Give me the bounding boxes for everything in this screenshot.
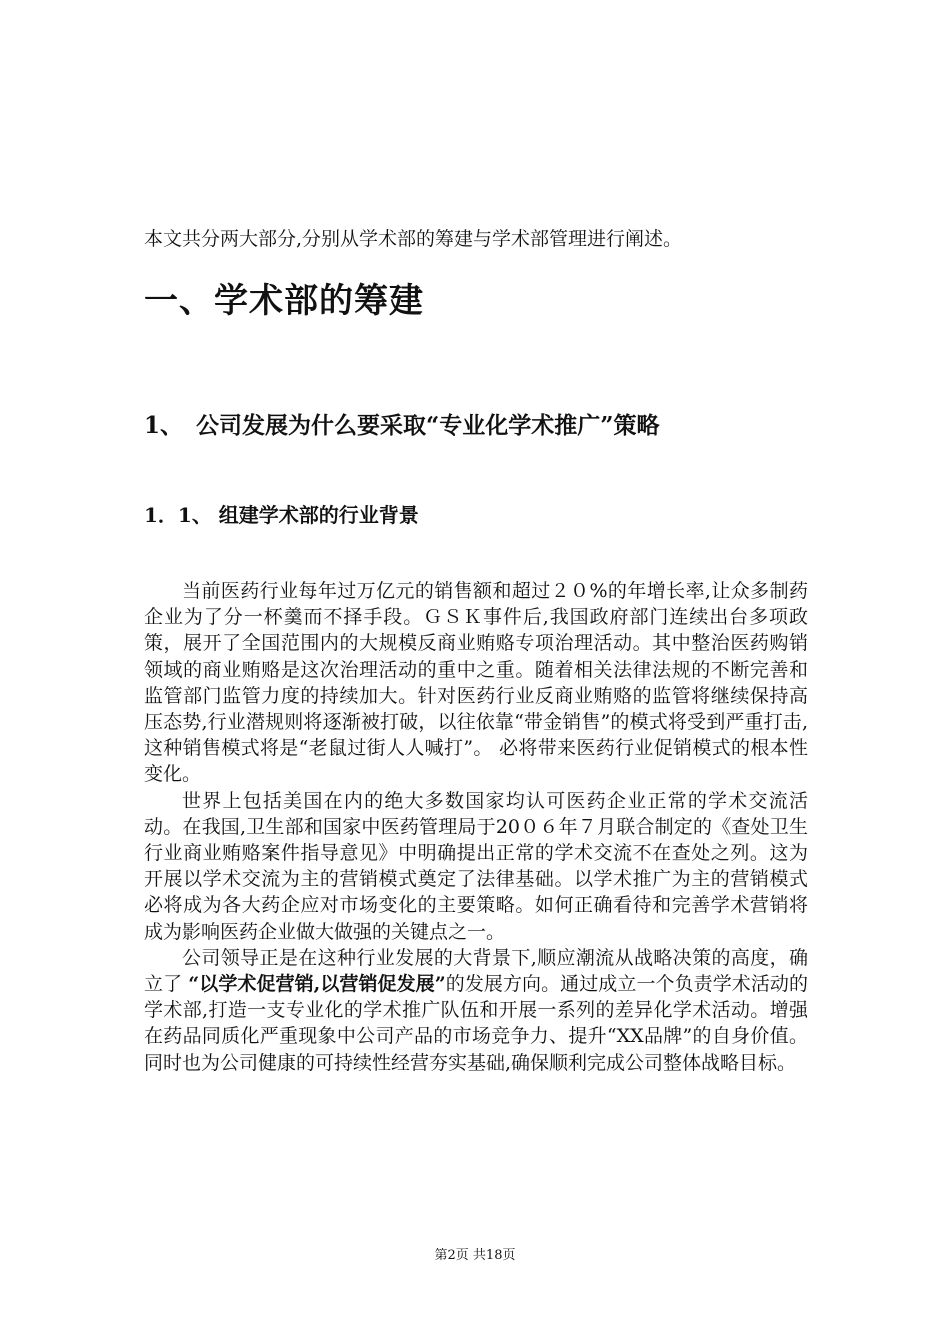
- strategy-text-part2: 的发展方向。通过成立一个负责学术活动的学术部,打造一支专业化的学术推广队伍和开展一系列的差异化学术活动。增强在药品同质化严重现象中公司产品的市场竞争力、提升“XX品牌”的自身价值。同时也为公司健康的可持续性经营夯实基础,确保顺利完成公司整体战略目标。: [144, 973, 808, 1074]
- paragraph-academic-exchange: 世界上包括美国在内的绝大多数国家均认可医药企业正常的学术交流活动。在我国,卫生部和国家中医药管理局于20０６年７月联合制定的《查处卫生行业商业贿赂案件指导意见》中明确提出正常的学术交流不在查处之列。这为开展以学术交流为主的营销模式奠定了法律基础。以学术推广为主的营销模式必将成为各大药企应对市场变化的主要策略。如何正确看待和完善学术营销将成为影响医药企业做大做强的关键点之一。: [144, 789, 808, 943]
- subsection-title: 公司发展为什么要采取“专业化学术推广”策略: [196, 412, 660, 439]
- paragraph-company-strategy: [144, 945, 808, 1076]
- section-heading: 一、学术部的筹建: [144, 281, 424, 321]
- body-text: [144, 578, 808, 1076]
- subsubsection-heading: 1．1、 组建学术部的行业背景: [144, 503, 419, 527]
- strategy-slogan: “以学术促营销,以营销促发展”: [188, 973, 446, 996]
- page-footer: 第2页 共18页: [434, 1248, 516, 1263]
- paragraph-industry-background: 当前医药行业每年过万亿元的销售额和超过２０%的年增长率,让众多制药企业为了分一杯羹而不择手段。ＧＳＫ事件后,我国政府部门连续出台多项政策，展开了全国范围内的大规模反商业贿赂专项治理活动。其中整治医药购销领域的商业贿赂是这次治理活动的重中之重。随着相关法律法规的不断完善和监管部门监管力度的持续加大。针对医药行业反商业贿赂的监管将继续保持高压态势,行业潜规则将逐渐被打破，以往依靠“带金销售”的模式将受到严重打击,这种销售模式将是“老鼠过街人人喊打”。 必将带来医药行业促销模式的根本性变化。: [144, 580, 808, 786]
- subsection-heading: [144, 408, 659, 444]
- subsection-number: 1、: [144, 412, 184, 439]
- strategy-text-part1: 公司领导正是在这种行业发展的大背景下,顺应潮流从战略决策的高度，确立了: [144, 946, 808, 996]
- intro-paragraph: 本文共分两大部分,分别从学术部的筹建与学术部管理进行阐述。: [144, 228, 683, 250]
